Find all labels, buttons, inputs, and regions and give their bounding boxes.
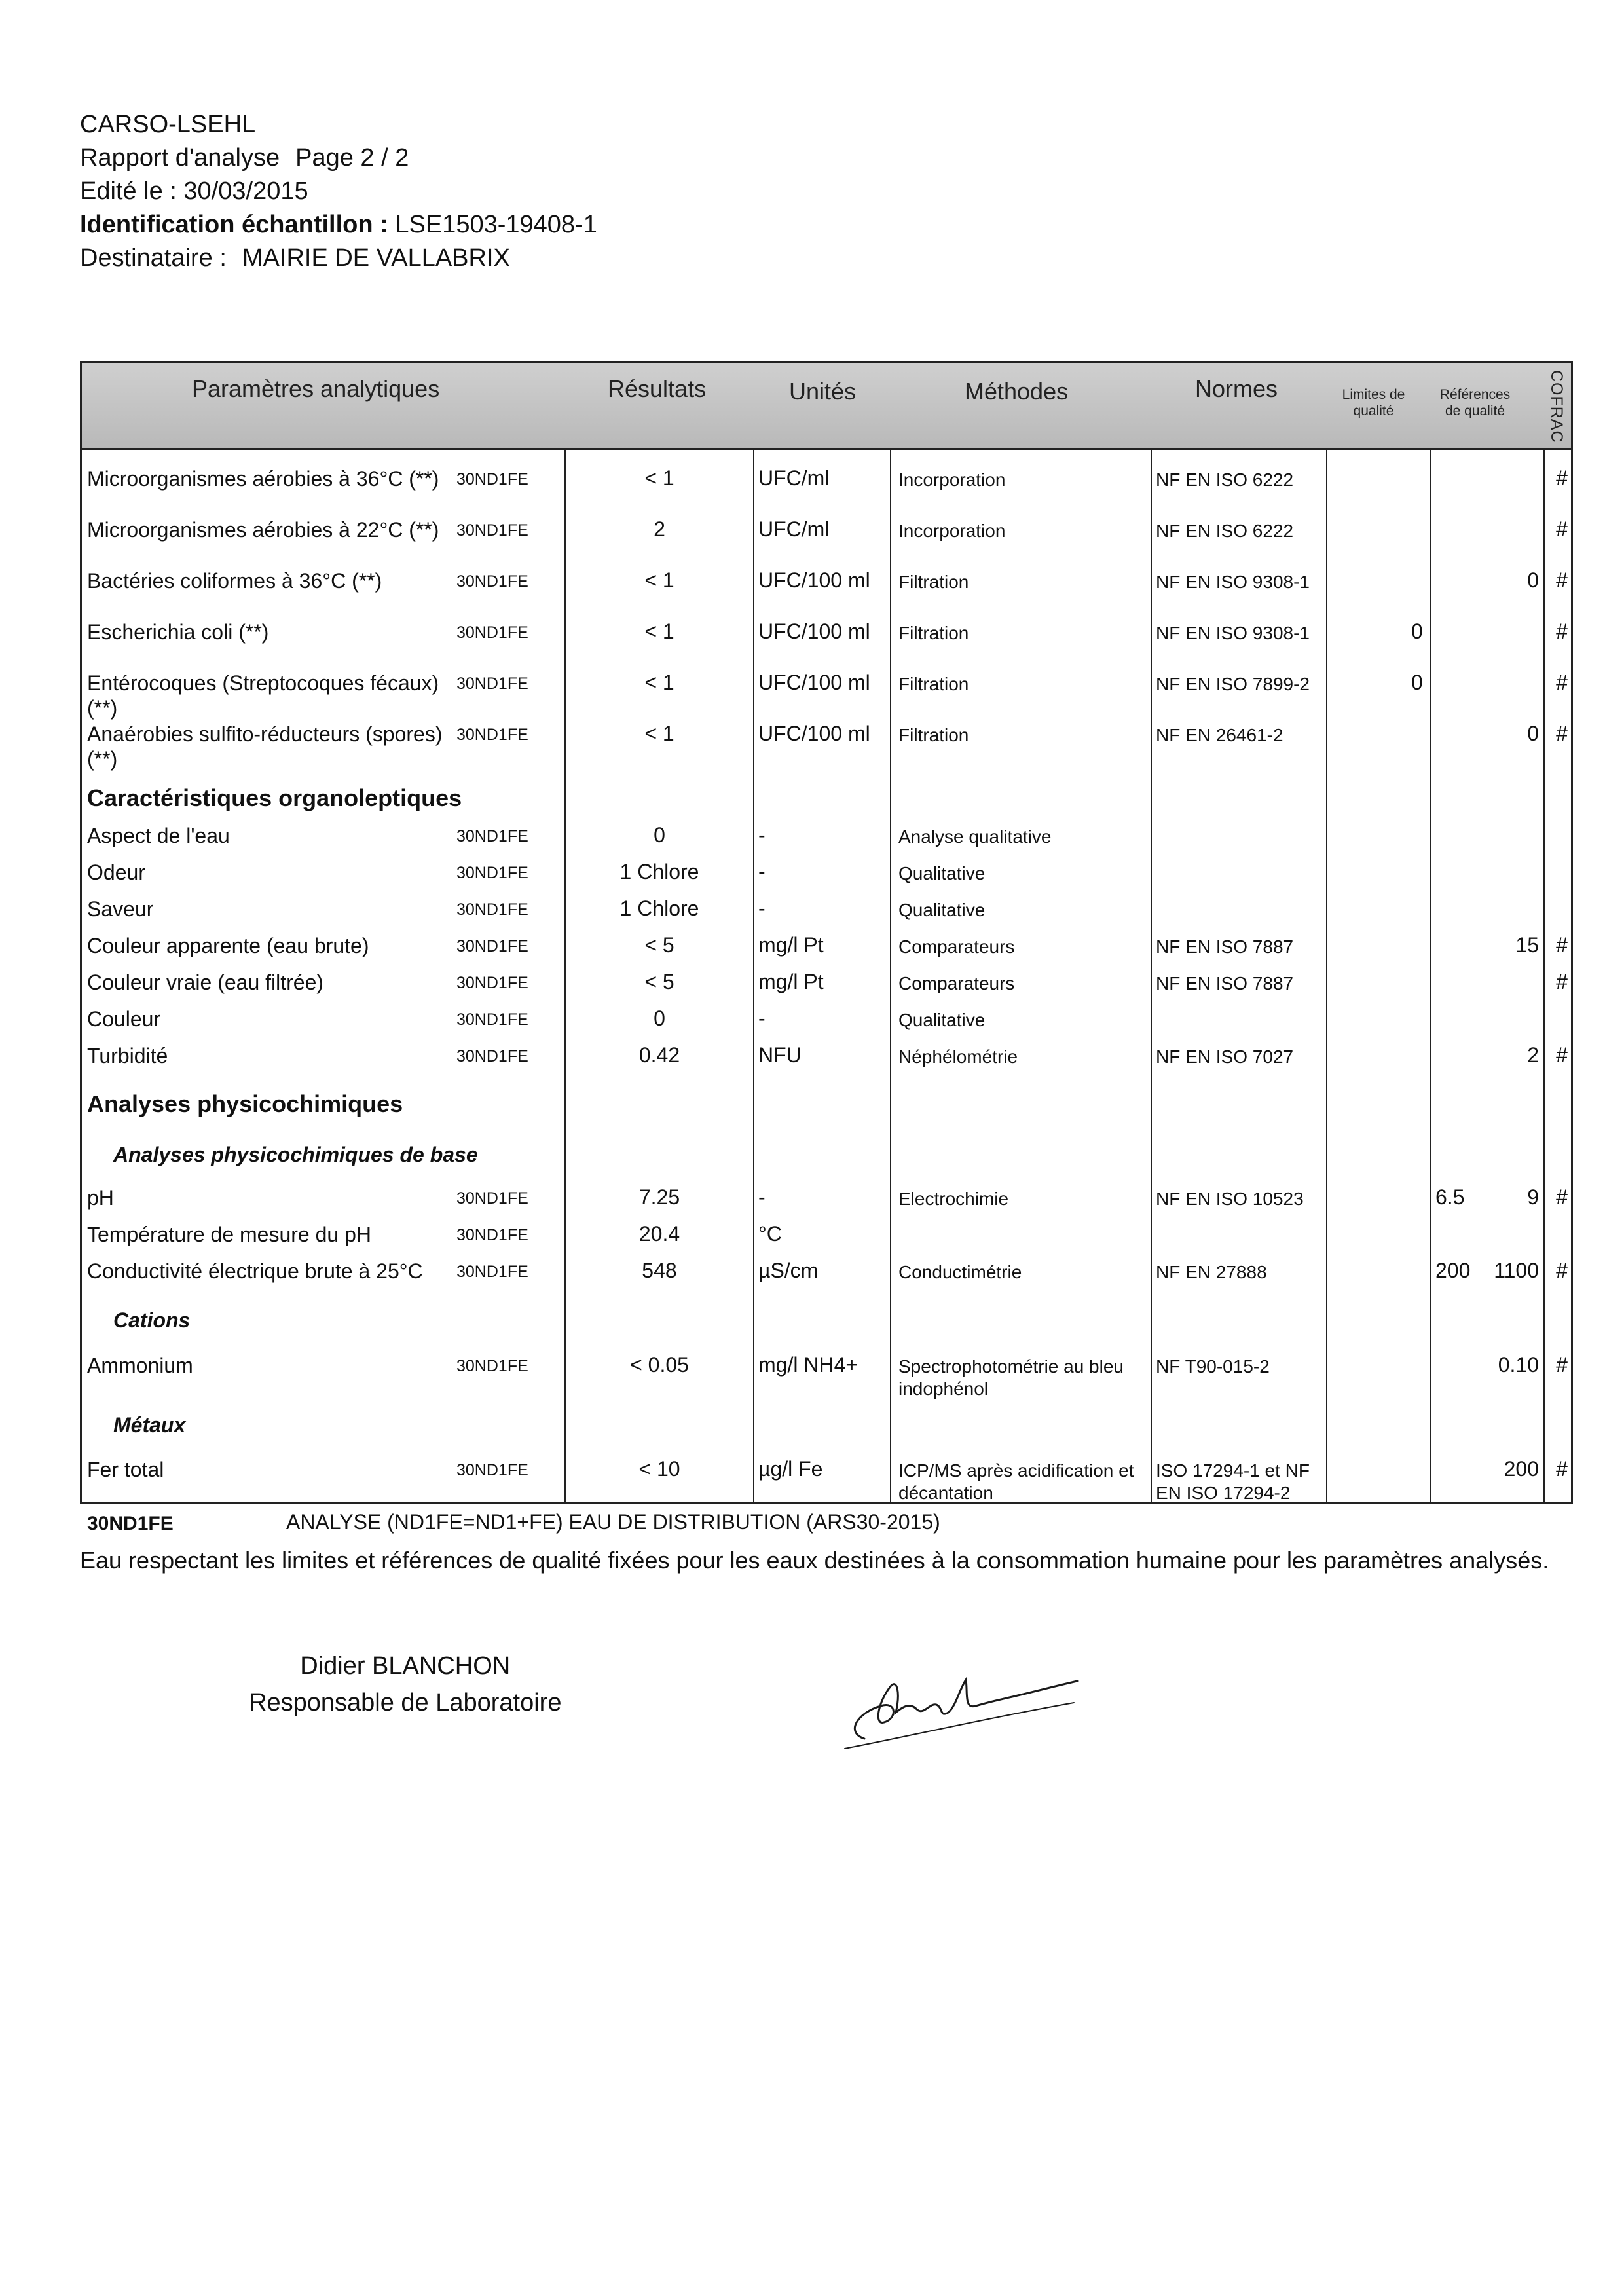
param-norm: NF EN ISO 7027: [1156, 1046, 1294, 1067]
param-norm: NF EN ISO 9308-1: [1156, 572, 1310, 592]
col-divider: [1430, 450, 1431, 1504]
col-norms-header: Normes: [1195, 375, 1278, 402]
param-code: 30ND1FE: [456, 1263, 528, 1281]
cofrac-mark: #: [1556, 517, 1568, 541]
param-reference: 0.10: [1498, 1353, 1539, 1377]
cofrac-mark: #: [1556, 568, 1568, 592]
param-code: 30ND1FE: [456, 1010, 528, 1029]
param-unit: °C: [758, 1222, 782, 1246]
param-method: Analyse qualitative: [898, 826, 1052, 847]
param-name: Escherichia coli (**): [87, 620, 269, 644]
param-name: Couleur vraie (eau filtrée): [87, 971, 324, 994]
col-divider: [1543, 450, 1545, 1504]
cofrac-mark: #: [1556, 970, 1568, 993]
param-name: Ammonium: [87, 1354, 193, 1377]
param-name: Fer total: [87, 1458, 164, 1481]
param-norm: NF EN ISO 7887: [1156, 973, 1294, 993]
page-number: Page 2 / 2: [295, 144, 409, 172]
param-name: Odeur: [87, 861, 145, 884]
param-result: 0: [654, 1007, 665, 1030]
param-method: Filtration: [898, 572, 969, 592]
param-method: Filtration: [898, 725, 969, 745]
param-code: 30ND1FE: [456, 1357, 528, 1375]
param-result: 0: [654, 823, 665, 847]
param-code: 30ND1FE: [456, 521, 528, 540]
param-method: Conductimétrie: [898, 1262, 1022, 1282]
param-reference: 9: [1527, 1185, 1539, 1209]
col-divider: [890, 450, 891, 1504]
param-name: Microorganismes aérobies à 22°C (**): [87, 518, 439, 542]
param-unit: UFC/ml: [758, 466, 830, 490]
param-unit: mg/l Pt: [758, 933, 824, 957]
param-reference-low: 200: [1435, 1259, 1471, 1282]
param-unit: -: [758, 1185, 766, 1209]
param-reference: 1100: [1494, 1259, 1539, 1282]
param-result: 1 Chlore: [619, 897, 699, 920]
recipient-label: Destinataire :: [80, 244, 227, 272]
cofrac-mark: #: [1556, 671, 1568, 694]
param-code: 30ND1FE: [456, 1226, 528, 1244]
param-reference: 15: [1515, 933, 1539, 957]
param-method: Incorporation: [898, 470, 1006, 490]
param-result: < 1: [644, 568, 674, 592]
col-divider: [564, 450, 566, 1504]
param-reference: 0: [1527, 722, 1539, 745]
section-title: Caractéristiques organoleptiques: [87, 785, 462, 811]
param-name: Anaérobies sulfito-réducteurs (spores) (**): [87, 722, 443, 771]
param-name: Aspect de l'eau: [87, 824, 230, 847]
param-name: Couleur: [87, 1007, 161, 1031]
param-unit: -: [758, 860, 766, 883]
col-methods-header: Méthodes: [965, 378, 1069, 405]
param-unit: mg/l NH4+: [758, 1353, 858, 1377]
col-results-header: Résultats: [608, 375, 707, 402]
table-header: [82, 363, 1571, 450]
param-method: Filtration: [898, 674, 969, 694]
param-unit: mg/l Pt: [758, 970, 824, 993]
cofrac-mark: #: [1556, 722, 1568, 745]
param-result: < 5: [644, 933, 674, 957]
col-divider: [753, 450, 754, 1504]
param-norm: ISO 17294-1 et NF EN ISO 17294-2: [1156, 1460, 1310, 1503]
cofrac-mark: #: [1556, 1043, 1568, 1067]
subsection-title: Analyses physicochimiques de base: [113, 1143, 478, 1166]
col-refs-header: Références de qualité: [1439, 387, 1511, 418]
param-reference: 2: [1527, 1043, 1539, 1067]
param-unit: -: [758, 1007, 766, 1030]
param-method: Filtration: [898, 623, 969, 643]
param-limit: 0: [1411, 620, 1423, 643]
param-norm: NF EN ISO 10523: [1156, 1189, 1304, 1209]
param-code: 30ND1FE: [456, 572, 528, 591]
param-norm: NF EN ISO 9308-1: [1156, 623, 1310, 643]
param-method: Incorporation: [898, 521, 1006, 541]
param-name: Turbidité: [87, 1044, 168, 1067]
param-name: Conductivité électrique brute à 25°C: [87, 1259, 423, 1283]
param-code: 30ND1FE: [456, 900, 528, 919]
param-code: 30ND1FE: [456, 623, 528, 642]
param-code: 30ND1FE: [456, 726, 528, 744]
param-method: Spectrophotométrie au bleu indophénol: [898, 1356, 1124, 1399]
param-result: < 1: [644, 671, 674, 694]
param-unit: -: [758, 897, 766, 920]
param-result: 20.4: [638, 1222, 680, 1246]
param-method: Néphélométrie: [898, 1046, 1018, 1067]
signatory-block: [249, 1648, 561, 1721]
col-divider: [1326, 450, 1327, 1504]
col-divider: [1151, 450, 1152, 1504]
param-norm: NF EN ISO 7899-2: [1156, 674, 1310, 694]
param-norm: NF EN 27888: [1156, 1262, 1267, 1282]
param-name: Bactéries coliformes à 36°C (**): [87, 569, 382, 593]
param-reference: 0: [1527, 568, 1539, 592]
param-unit: UFC/100 ml: [758, 722, 870, 745]
section-title: Analyses physicochimiques: [87, 1090, 403, 1117]
cofrac-mark: #: [1556, 1353, 1568, 1377]
param-method: ICP/MS après acidification et décantation: [898, 1460, 1134, 1503]
param-name: Microorganismes aérobies à 36°C (**): [87, 467, 439, 491]
param-unit: NFU: [758, 1043, 802, 1067]
param-unit: UFC/100 ml: [758, 620, 870, 643]
cofrac-mark: #: [1556, 933, 1568, 957]
param-code: 30ND1FE: [456, 1461, 528, 1479]
param-result: 2: [654, 517, 665, 541]
param-result: 548: [642, 1259, 677, 1282]
param-result: 1 Chlore: [619, 860, 699, 883]
param-result: < 5: [644, 970, 674, 993]
param-result: < 0.05: [630, 1353, 689, 1377]
analysis-code: 30ND1FE: [87, 1513, 174, 1534]
param-unit: µS/cm: [758, 1259, 819, 1282]
param-method: Comparateurs: [898, 973, 1015, 993]
param-reference: 200: [1504, 1457, 1539, 1481]
report-header: [80, 108, 597, 275]
sample-id-value: LSE1503-19408-1: [395, 211, 597, 238]
param-name: Température de mesure du pH: [87, 1223, 371, 1246]
conclusion-note: Eau respectant les limites et références de qualité fixées pour les eaux destinées à la consommation humaine pour les paramètres analysés.: [80, 1547, 1549, 1574]
param-name: Entérocoques (Streptocoques fécaux) (**): [87, 671, 439, 720]
analysis-description: ANALYSE (ND1FE=ND1+FE) EAU DE DISTRIBUTION (ARS30-2015): [286, 1510, 940, 1534]
param-unit: -: [758, 823, 766, 847]
param-norm: NF EN ISO 6222: [1156, 521, 1294, 541]
sample-id-label: Identification échantillon :: [80, 211, 388, 238]
param-norm: NF EN ISO 7887: [1156, 936, 1294, 957]
param-unit: UFC/100 ml: [758, 671, 870, 694]
param-method: Qualitative: [898, 900, 986, 920]
edit-date: Edité le : 30/03/2015: [80, 177, 308, 205]
param-norm: NF T90-015-2: [1156, 1356, 1270, 1377]
param-code: 30ND1FE: [456, 864, 528, 882]
param-code: 30ND1FE: [456, 1047, 528, 1065]
handwritten-signature: [819, 1640, 1080, 1758]
param-unit: µg/l Fe: [758, 1457, 823, 1481]
param-code: 30ND1FE: [456, 1189, 528, 1208]
cofrac-mark: #: [1556, 1259, 1568, 1282]
param-method: Comparateurs: [898, 936, 1015, 957]
col-limits-header: Limites de qualité: [1342, 387, 1405, 418]
lab-name: CARSO-LSEHL: [80, 111, 256, 138]
subsection-title: Métaux: [113, 1413, 186, 1437]
param-code: 30ND1FE: [456, 470, 528, 489]
param-code: 30ND1FE: [456, 974, 528, 992]
param-result: < 1: [644, 466, 674, 490]
param-unit: UFC/ml: [758, 517, 830, 541]
param-method: Electrochimie: [898, 1189, 1009, 1209]
param-unit: UFC/100 ml: [758, 568, 870, 592]
param-method: Qualitative: [898, 1010, 986, 1030]
param-code: 30ND1FE: [456, 675, 528, 693]
cofrac-mark: #: [1556, 1185, 1568, 1209]
param-result: 0.42: [638, 1043, 680, 1067]
param-norm: NF EN ISO 6222: [1156, 470, 1294, 490]
param-result: < 1: [644, 722, 674, 745]
signatory-name: Didier BLANCHON: [300, 1652, 511, 1680]
param-result: < 1: [644, 620, 674, 643]
cofrac-mark: #: [1556, 466, 1568, 490]
param-limit: 0: [1411, 671, 1423, 694]
col-units-header: Unités: [789, 378, 857, 405]
param-name: pH: [87, 1186, 114, 1210]
param-name: Saveur: [87, 897, 154, 921]
cofrac-mark: #: [1556, 620, 1568, 643]
param-reference-low: 6.5: [1435, 1185, 1465, 1209]
col-cofrac-header: COFRAC: [1547, 370, 1566, 443]
param-result: 7.25: [638, 1185, 680, 1209]
subsection-title: Cations: [113, 1308, 191, 1332]
param-name: Couleur apparente (eau brute): [87, 934, 369, 957]
signatory-title: Responsable de Laboratoire: [249, 1689, 562, 1716]
param-norm: NF EN 26461-2: [1156, 725, 1283, 745]
cofrac-mark: #: [1556, 1457, 1568, 1481]
recipient-value: MAIRIE DE VALLABRIX: [242, 244, 510, 272]
col-params-header: Paramètres analytiques: [192, 375, 440, 402]
param-result: < 10: [638, 1457, 680, 1481]
report-label: Rapport d'analyse: [80, 144, 280, 172]
param-code: 30ND1FE: [456, 937, 528, 955]
param-method: Qualitative: [898, 863, 986, 883]
param-code: 30ND1FE: [456, 827, 528, 845]
